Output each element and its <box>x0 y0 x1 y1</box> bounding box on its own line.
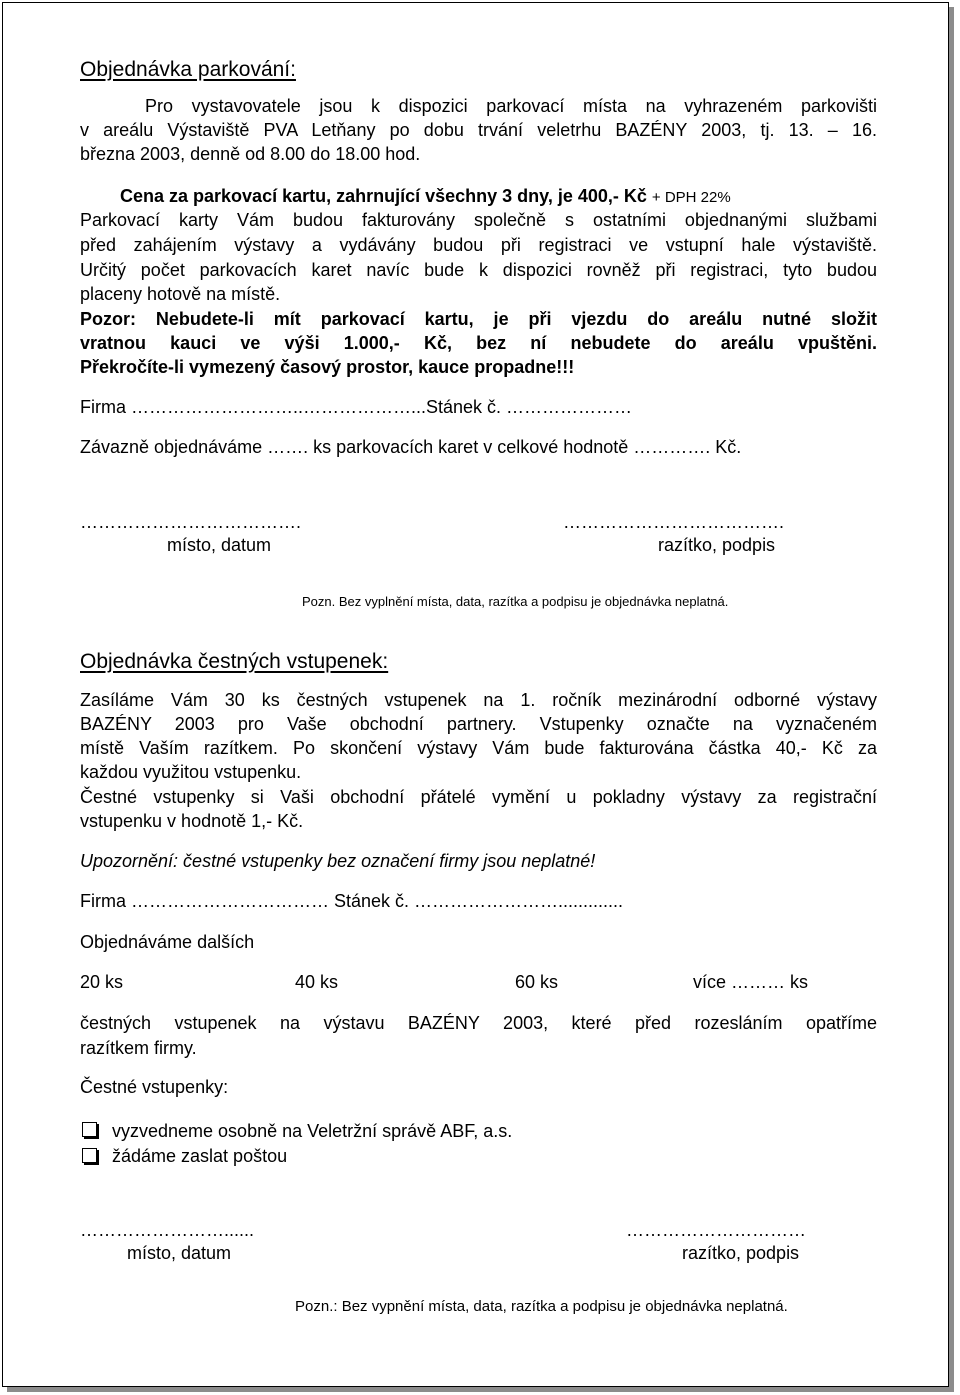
parking-body-line-1: Parkovací karty Vám budou fakturovány společně s ostatními objednanými službami <box>80 210 877 230</box>
parking-note <box>302 590 728 614</box>
tickets-body-line-4: každou využitou vstupenku. <box>80 762 302 782</box>
parking-price <box>120 184 731 210</box>
parking-body-line-2: před zahájením výstavy a vydávány budou při registraci ve vstupní hale výstaviště. <box>80 235 877 255</box>
parking-heading: Objednávka parkování: <box>80 58 296 81</box>
tickets-stamping-line-1: čestných vstupenek na výstavu BAZÉNY 2003, které před rozesláním opatříme <box>80 1013 877 1033</box>
parking-place-date-label: místo, datum <box>167 535 272 555</box>
tickets-warning: Upozornění: čestné vstupenky bez označení firmy jsou neplatné! <box>80 851 596 871</box>
parking-warning-line-3: Překročíte-li vymezený časový prostor, kauce propadne!!! <box>80 357 575 377</box>
tickets-option-20[interactable]: 20 ks <box>80 972 124 992</box>
tickets-body-line-3: místě Vaším razítkem. Po skončení výstavy Vám bude fakturována částka 40,- Kč za <box>80 738 877 758</box>
parking-warning-line-2: vratnou kauci ve výši 1.000,- Kč, bez ní nebudete do areálu vpuštěni. <box>80 333 877 353</box>
parking-place-date-dots[interactable]: ………………………………. <box>80 512 302 532</box>
mail-option-label: žádáme zaslat poštou <box>112 1146 288 1166</box>
tickets-stamp-sign-dots[interactable]: ………………………… <box>626 1220 806 1240</box>
tickets-option-40[interactable]: 40 ks <box>295 972 339 992</box>
tickets-order-more-label: Objednáváme dalších <box>80 932 255 952</box>
tickets-heading: Objednávka čestných vstupenek: <box>80 650 389 673</box>
tickets-body-line-1: Zasíláme Vám 30 ks čestných vstupenek na 1. ročník mezinárodní odborné výstavy <box>80 690 877 710</box>
tickets-body-line-6: vstupenku v hodnotě 1,- Kč. <box>80 811 304 831</box>
tickets-option-60[interactable]: 60 ks <box>515 972 559 992</box>
pickup-checkbox[interactable] <box>82 1122 97 1137</box>
pickup-option-label: vyzvedneme osobně na Veletržní správě ABF, a.s. <box>112 1121 513 1141</box>
parking-body-line-4: placeny hotově na místě. <box>80 284 281 304</box>
mail-checkbox[interactable] <box>82 1148 97 1163</box>
parking-intro-line-1: Pro vystavovatele jsou k dispozici parkovací místa na vyhrazeném parkovišti <box>145 96 877 116</box>
tickets-stamp-sign-label: razítko, podpis <box>682 1243 800 1263</box>
parking-firma-field[interactable]: Firma ………………………..………………...Stánek č. ………………… <box>80 397 633 417</box>
tickets-place-date-dots[interactable]: ……………………...... <box>80 1220 255 1240</box>
tickets-delivery-label: Čestné vstupenky: <box>80 1077 229 1097</box>
parking-body-line-3: Určitý počet parkovacích karet navíc bude k dispozici rovněž při registraci, tyto budou <box>80 260 877 280</box>
parking-price-text: Cena za parkovací kartu, zahrnující všechny 3 dny, je 400,- Kč <box>120 186 647 206</box>
parking-note-text: Bez vyplnění místa, data, razítka a podpisu je objednávka neplatná. <box>338 594 729 609</box>
parking-warning-line-1: Pozor: Nebudete-li mít parkovací kartu, je při vjezdu do areálu nutné složit <box>80 309 877 329</box>
parking-stamp-sign-dots[interactable]: ………………………………. <box>563 512 785 532</box>
tickets-place-date-label: místo, datum <box>127 1243 232 1263</box>
tickets-firma-field[interactable]: Firma …………………………… Stánek č. ……………………............. <box>80 891 624 911</box>
parking-intro-line-2: v areálu Výstaviště PVA Letňany po dobu trvání veletrhu BAZÉNY 2003, tj. 13. – 16. <box>80 120 877 140</box>
parking-note-label: Pozn. <box>302 594 336 609</box>
parking-order-field[interactable]: Závazně objednáváme ……. ks parkovacích karet v celkové hodnotě …………. Kč. <box>80 437 742 457</box>
parking-stamp-sign-label: razítko, podpis <box>658 535 776 555</box>
parking-intro-line-3: března 2003, denně od 8.00 do 18.00 hod. <box>80 144 421 164</box>
parking-price-vat: + DPH 22% <box>651 189 731 206</box>
tickets-option-more[interactable]: více ……… ks <box>693 972 809 992</box>
tickets-body-line-2: BAZÉNY 2003 pro Vaše obchodní partnery. Vstupenky označte na vyznačeném <box>80 714 877 734</box>
tickets-note: Pozn.: Bez vypnění místa, data, razítka a podpisu je objednávka neplatná. <box>295 1298 788 1315</box>
tickets-body-line-5: Čestné vstupenky si Vaši obchodní přátelé vymění u pokladny výstavy za registrační <box>80 787 877 807</box>
tickets-stamping-line-2: razítkem firmy. <box>80 1038 197 1058</box>
